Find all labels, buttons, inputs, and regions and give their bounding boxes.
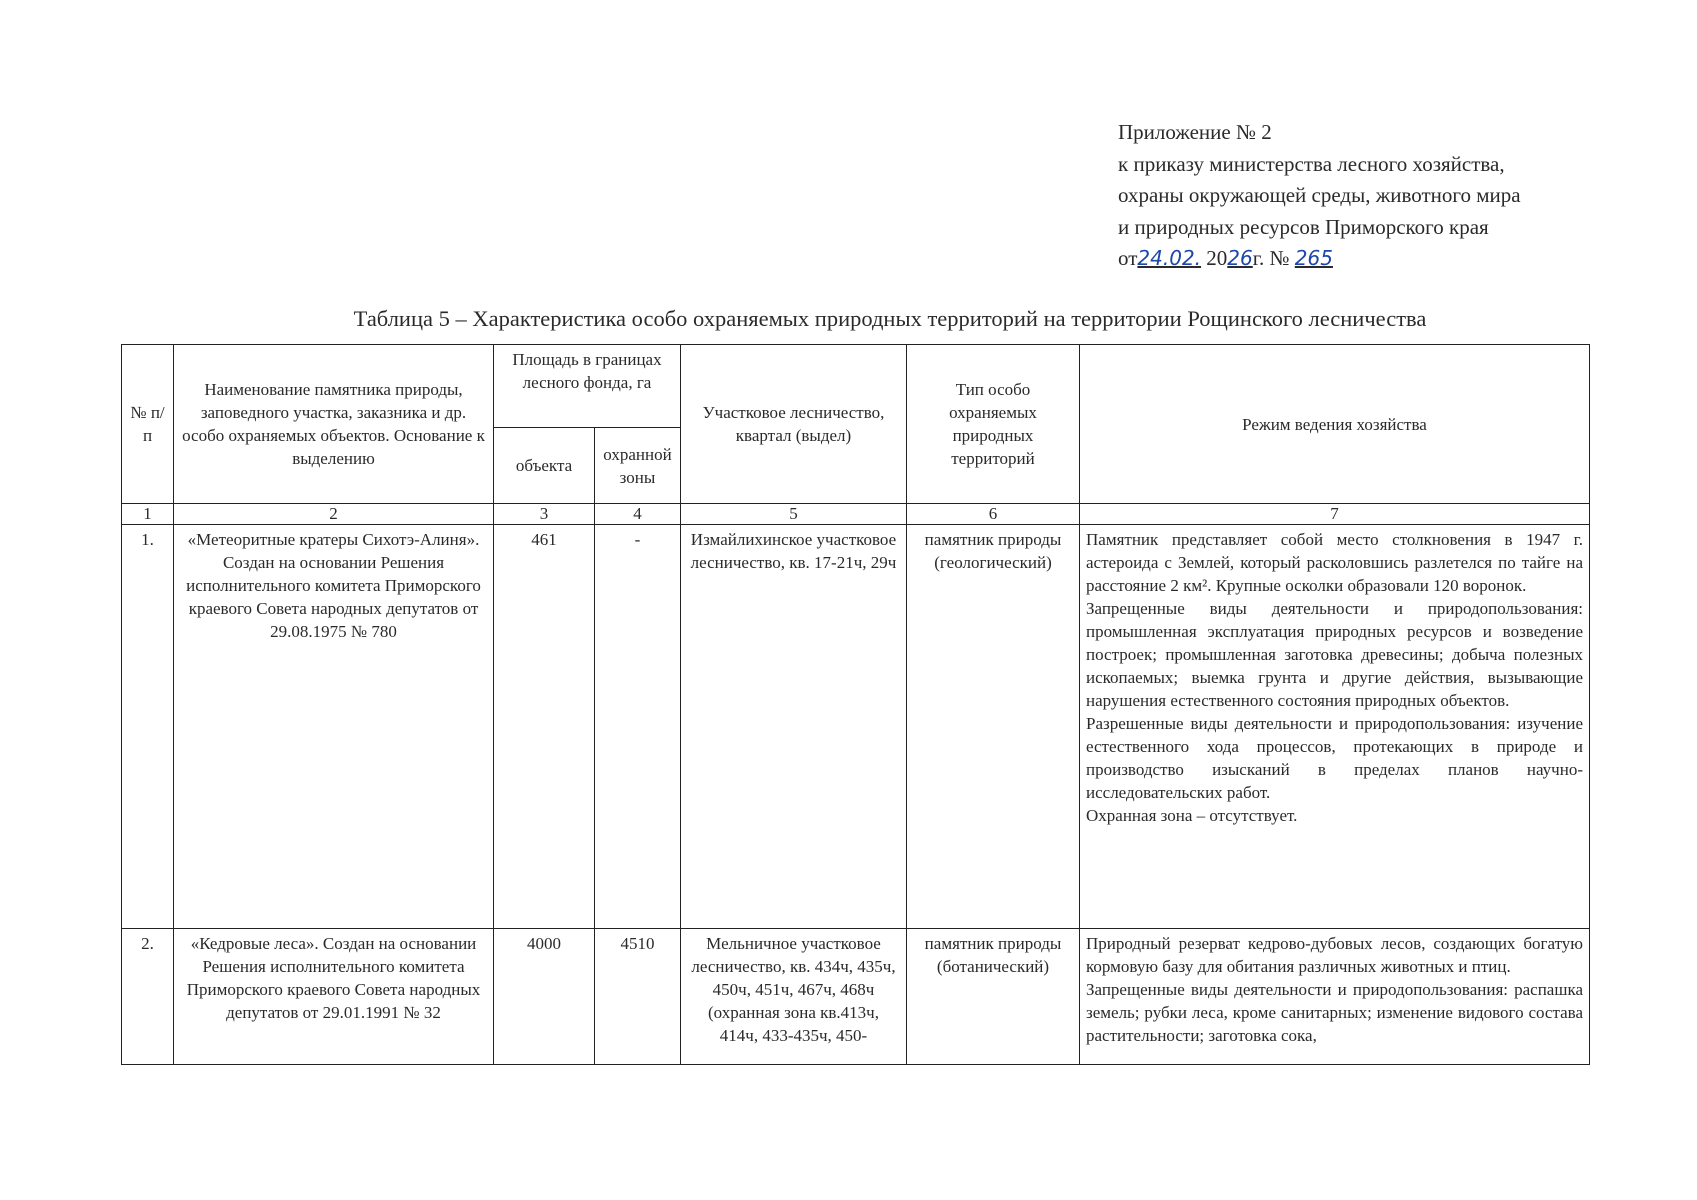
row-regime [1080,525,1590,929]
header-num: № п/п [122,345,174,504]
row-name: «Метеоритные кратеры Сихотэ-Алиня». Создан на основании Решения исполнительного комитета Приморского краевого Совета народных депутатов от 29.08.1975 № 780 [174,525,494,929]
row-area-object: 461 [494,525,595,929]
column-number: 2 [174,504,494,525]
date-prefix: от [1118,246,1138,270]
regime-paragraph: Памятник представляет собой место столкновения в 1947 г. астероида с Землей, который расколовшись разлетелся по тайге на расстояние 2 км². Крупные осколки образовали 120 воронок. [1086,530,1583,595]
column-number: 5 [681,504,907,525]
header-area-zone: охранной зоны [595,428,681,504]
header-area: Площадь в границах лесного фонда, га [494,345,681,428]
year-prefix: 20 [1206,246,1228,270]
table-row [122,929,1590,1065]
protected-areas-table [121,344,1590,1065]
header-type: Тип особо охраняемых природных территорий [907,345,1080,504]
row-regime [1080,929,1590,1065]
year-suffix: г. № [1252,246,1290,270]
row-type: памятник природы (ботанический) [907,929,1080,1065]
regime-paragraph: Охранная зона – отсутствует. [1086,806,1298,825]
appendix-line: и природных ресурсов Приморского края [1118,214,1489,239]
handwritten-date: 24.02. [1137,246,1202,270]
regime-paragraph: Запрещенные виды деятельности и природопользования: промышленная эксплуатация природных ресурсов и возведение построек; промышленная заготовка древесины; добыча полезных ископаемых; выемка грунта и другие действия, вызывающие нарушения естественного состояния природных объектов. [1086,599,1583,710]
row-area-zone: 4510 [595,929,681,1065]
appendix-block [1118,117,1678,275]
row-num: 1. [122,525,174,929]
column-number-row [122,504,1590,525]
handwritten-year: 26 [1227,246,1253,270]
header-name: Наименование памятника природы, заповедного участка, заказника и др. особо охраняемых объектов. Основание к выделению [174,345,494,504]
header-row [122,345,1590,428]
regime-paragraph: Запрещенные виды деятельности и природопользования: распашка земель; рубки леса, кроме санитарных; изменение видового состава растительности; заготовка сока, [1086,980,1583,1045]
header-regime: Режим ведения хозяйства [1080,345,1590,504]
column-number: 7 [1080,504,1590,525]
regime-paragraph: Природный резерват кедрово-дубовых лесов, создающих богатую кормовую базу для обитания различных животных и птиц. [1086,934,1583,976]
table-title: Таблица 5 – Характеристика особо охраняемых природных территорий на территории Рощинского лесничества [353,306,1427,331]
appendix-line: охраны окружающей среды, животного мира [1118,183,1521,207]
row-type: памятник природы (геологический) [907,525,1080,929]
column-number: 3 [494,504,595,525]
row-num: 2. [122,929,174,1065]
row-forestry: Мельничное участковое лесничество, кв. 434ч, 435ч, 450ч, 451ч, 467ч, 468ч (охранная зона кв.413ч, 414ч, 433-435ч, 450- [681,929,907,1065]
row-forestry: Измайлихинское участковое лесничество, кв. 17-21ч, 29ч [681,525,907,929]
row-area-object: 4000 [494,929,595,1065]
row-name: «Кедровые леса». Создан на основании Решения исполнительного комитета Приморского краевого Совета народных депутатов от 29.01.1991 № 32 [174,929,494,1065]
column-number: 6 [907,504,1080,525]
column-number: 1 [122,504,174,525]
header-area-object: объекта [494,428,595,504]
row-area-zone: - [595,525,681,929]
table-row [122,525,1590,929]
header-forestry: Участковое лесничество, квартал (выдел) [681,345,907,504]
appendix-title: Приложение № 2 [1118,120,1272,144]
column-number: 4 [595,504,681,525]
appendix-date-line [1118,243,1678,275]
regime-paragraph: Разрешенные виды деятельности и природопользования: изучение естественного хода процессов, протекающих в природе и производство изысканий в пределах планов научно-исследовательских работ. [1086,714,1583,802]
handwritten-order-number: 265 [1294,246,1333,270]
appendix-line: к приказу министерства лесного хозяйства, [1118,151,1505,176]
